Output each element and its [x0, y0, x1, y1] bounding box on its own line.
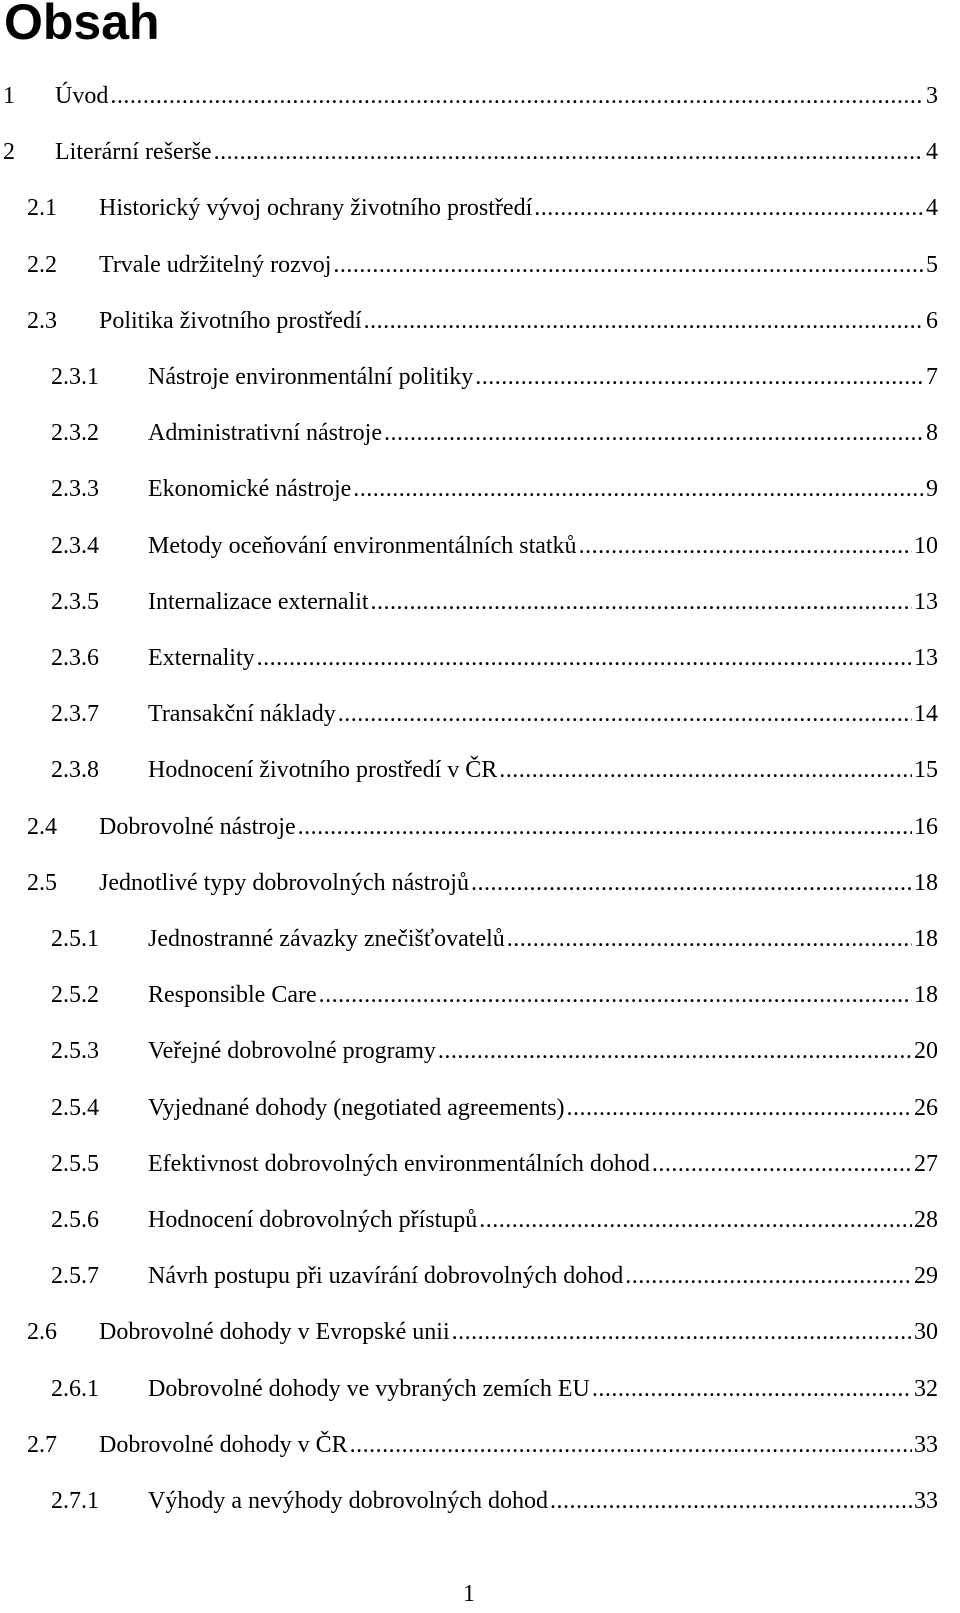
toc-entry-title: Responsible Care	[148, 982, 317, 1008]
toc-entry[interactable]	[0, 357, 938, 397]
toc-dot-leader	[471, 863, 912, 903]
toc-entry-number: 1	[3, 83, 15, 109]
toc-entry[interactable]	[0, 1144, 938, 1184]
toc-entry-page: 16	[914, 814, 938, 840]
toc-entry-title: Nástroje environmentální politiky	[148, 364, 474, 390]
toc-entry-title: Dobrovolné dohody v Evropské unii	[99, 1319, 450, 1345]
toc-entry-title: Úvod	[55, 83, 109, 109]
toc-entry[interactable]	[0, 1481, 938, 1521]
toc-entry-number: 2.5.7	[51, 1263, 99, 1289]
toc-dot-leader	[452, 1312, 912, 1352]
toc-dot-leader	[550, 1481, 912, 1521]
toc-entry-page: 29	[914, 1263, 938, 1289]
toc-entry-page: 4	[926, 195, 938, 221]
toc-dot-leader	[371, 582, 912, 622]
toc-entry[interactable]	[0, 1200, 938, 1240]
toc-dot-leader	[507, 919, 912, 959]
toc-entry-page: 28	[914, 1207, 938, 1233]
toc-dot-leader	[579, 526, 912, 566]
toc-entry-number: 2.5.3	[51, 1038, 99, 1064]
toc-entry[interactable]	[0, 638, 938, 678]
toc-dot-leader	[567, 1088, 912, 1128]
toc-entry-page: 30	[914, 1319, 938, 1345]
toc-entry[interactable]	[0, 132, 938, 172]
toc-entry[interactable]	[0, 1256, 938, 1296]
toc-entry-page: 14	[914, 701, 938, 727]
toc-entry-number: 2.4	[27, 814, 57, 840]
toc-entry-title: Dobrovolné dohody v ČR	[99, 1432, 348, 1458]
toc-entry[interactable]	[0, 526, 938, 566]
toc-dot-leader	[534, 188, 924, 228]
toc-entry-title: Dobrovolné nástroje	[99, 814, 296, 840]
toc-entry-title: Jednostranné závazky znečišťovatelů	[148, 926, 505, 952]
toc-entry-number: 2.5.5	[51, 1151, 99, 1177]
toc-entry[interactable]	[0, 76, 938, 116]
toc-entry-page: 18	[914, 982, 938, 1008]
toc-entry-page: 13	[914, 589, 938, 615]
toc-entry-page: 10	[914, 533, 938, 559]
toc-entry[interactable]	[0, 1031, 938, 1071]
toc-entry-title: Jednotlivé typy dobrovolných nástrojů	[99, 870, 469, 896]
toc-entry-title: Výhody a nevýhody dobrovolných dohod	[148, 1488, 548, 1514]
toc-dot-leader	[350, 1425, 912, 1465]
toc-entry-number: 2.5.4	[51, 1095, 99, 1121]
toc-entry-page: 27	[914, 1151, 938, 1177]
page-title: Obsah	[4, 0, 160, 50]
toc-entry[interactable]	[0, 245, 938, 285]
toc-entry-number: 2.5.6	[51, 1207, 99, 1233]
toc-entry-page: 32	[914, 1376, 938, 1402]
toc-entry-page: 26	[914, 1095, 938, 1121]
toc-entry[interactable]	[0, 1088, 938, 1128]
toc-entry-page: 13	[914, 645, 938, 671]
toc-entry-number: 2.3.1	[51, 364, 99, 390]
toc-entry-page: 5	[926, 252, 938, 278]
toc-entry-number: 2.6	[27, 1319, 57, 1345]
toc-entry-number: 2.3.7	[51, 701, 99, 727]
toc-entry-page: 18	[914, 870, 938, 896]
toc-entry-title: Vyjednané dohody (negotiated agreements)	[148, 1095, 565, 1121]
toc-entry-page: 33	[914, 1488, 938, 1514]
toc-entry-title: Trvale udržitelný rozvoj	[99, 252, 332, 278]
toc-entry-number: 2.3.3	[51, 476, 99, 502]
toc-dot-leader	[110, 76, 924, 116]
toc-entry-number: 2.3.5	[51, 589, 99, 615]
toc-entry-title: Metody oceňování environmentálních statků	[148, 533, 577, 559]
toc-entry-page: 7	[926, 364, 938, 390]
toc-entry-number: 2.7.1	[51, 1488, 99, 1514]
toc-dot-leader	[479, 1200, 912, 1240]
toc-dot-leader	[364, 301, 924, 341]
toc-dot-leader	[592, 1369, 912, 1409]
toc-entry-number: 2.5.2	[51, 982, 99, 1008]
toc-entry-number: 2.5.1	[51, 926, 99, 952]
toc-dot-leader	[353, 469, 924, 509]
toc-dot-leader	[652, 1144, 912, 1184]
toc-entry-page: 3	[926, 83, 938, 109]
toc-entry-number: 2.3.6	[51, 645, 99, 671]
toc-entry[interactable]	[0, 919, 938, 959]
toc-entry[interactable]	[0, 750, 938, 790]
toc-entry[interactable]	[0, 188, 938, 228]
toc-entry-title: Veřejné dobrovolné programy	[148, 1038, 436, 1064]
toc-entry-number: 2	[3, 139, 15, 165]
toc-entry-title: Internalizace externalit	[148, 589, 369, 615]
toc-entry-page: 8	[926, 420, 938, 446]
toc-entry-page: 18	[914, 926, 938, 952]
toc-entry-title: Návrh postupu při uzavírání dobrovolných dohod	[148, 1263, 624, 1289]
toc-dot-leader	[257, 638, 912, 678]
toc-entry-number: 2.5	[27, 870, 57, 896]
toc-entry-title: Externality	[148, 645, 255, 671]
toc-entry[interactable]	[0, 807, 938, 847]
toc-entry-number: 2.3	[27, 308, 57, 334]
toc-entry-page: 15	[914, 757, 938, 783]
toc-entry[interactable]	[0, 413, 938, 453]
toc-entry-page: 4	[926, 139, 938, 165]
toc-entry-title: Literární rešerše	[55, 139, 212, 165]
toc-entry[interactable]	[0, 469, 938, 509]
toc-entry[interactable]	[0, 1369, 938, 1409]
toc-entry-number: 2.6.1	[51, 1376, 99, 1402]
toc-dot-leader	[475, 357, 924, 397]
toc-entry-title: Politika životního prostředí	[99, 308, 362, 334]
toc-dot-leader	[625, 1256, 912, 1296]
toc-entry-page: 33	[914, 1432, 938, 1458]
page-number: 1	[463, 1581, 475, 1607]
toc-dot-leader	[499, 750, 912, 790]
toc-entry-title: Ekonomické nástroje	[148, 476, 352, 502]
toc-entry[interactable]	[0, 1312, 938, 1352]
toc-entry[interactable]	[0, 301, 938, 341]
toc-entry[interactable]	[0, 975, 938, 1015]
toc-dot-leader	[319, 975, 912, 1015]
toc-entry-title: Hodnocení dobrovolných přístupů	[148, 1207, 478, 1233]
toc-entry[interactable]	[0, 1425, 938, 1465]
toc-entry[interactable]	[0, 694, 938, 734]
toc-dot-leader	[384, 413, 924, 453]
toc-entry-page: 6	[926, 308, 938, 334]
toc-dot-leader	[298, 807, 912, 847]
toc-entry-title: Hodnocení životního prostředí v ČR	[148, 757, 498, 783]
toc-dot-leader	[333, 245, 924, 285]
toc-entry-number: 2.2	[27, 252, 57, 278]
toc-dot-leader	[438, 1031, 912, 1071]
toc-entry-number: 2.3.4	[51, 533, 99, 559]
toc-entry[interactable]	[0, 582, 938, 622]
toc-entry-page: 20	[914, 1038, 938, 1064]
toc-dot-leader	[214, 132, 924, 172]
toc-entry-title: Transakční náklady	[148, 701, 336, 727]
toc-dot-leader	[338, 694, 912, 734]
toc-entry-title: Administrativní nástroje	[148, 420, 382, 446]
toc-entry-title: Historický vývoj ochrany životního prostředí	[99, 195, 533, 221]
toc-entry-number: 2.3.8	[51, 757, 99, 783]
toc-entry-number: 2.1	[27, 195, 57, 221]
toc-entry-title: Dobrovolné dohody ve vybraných zemích EU	[148, 1376, 590, 1402]
toc-entry-number: 2.3.2	[51, 420, 99, 446]
toc-entry-number: 2.7	[27, 1432, 57, 1458]
toc-entry-title: Efektivnost dobrovolných environmentálních dohod	[148, 1151, 650, 1177]
toc-entry[interactable]	[0, 863, 938, 903]
toc-entry-page: 9	[926, 476, 938, 502]
